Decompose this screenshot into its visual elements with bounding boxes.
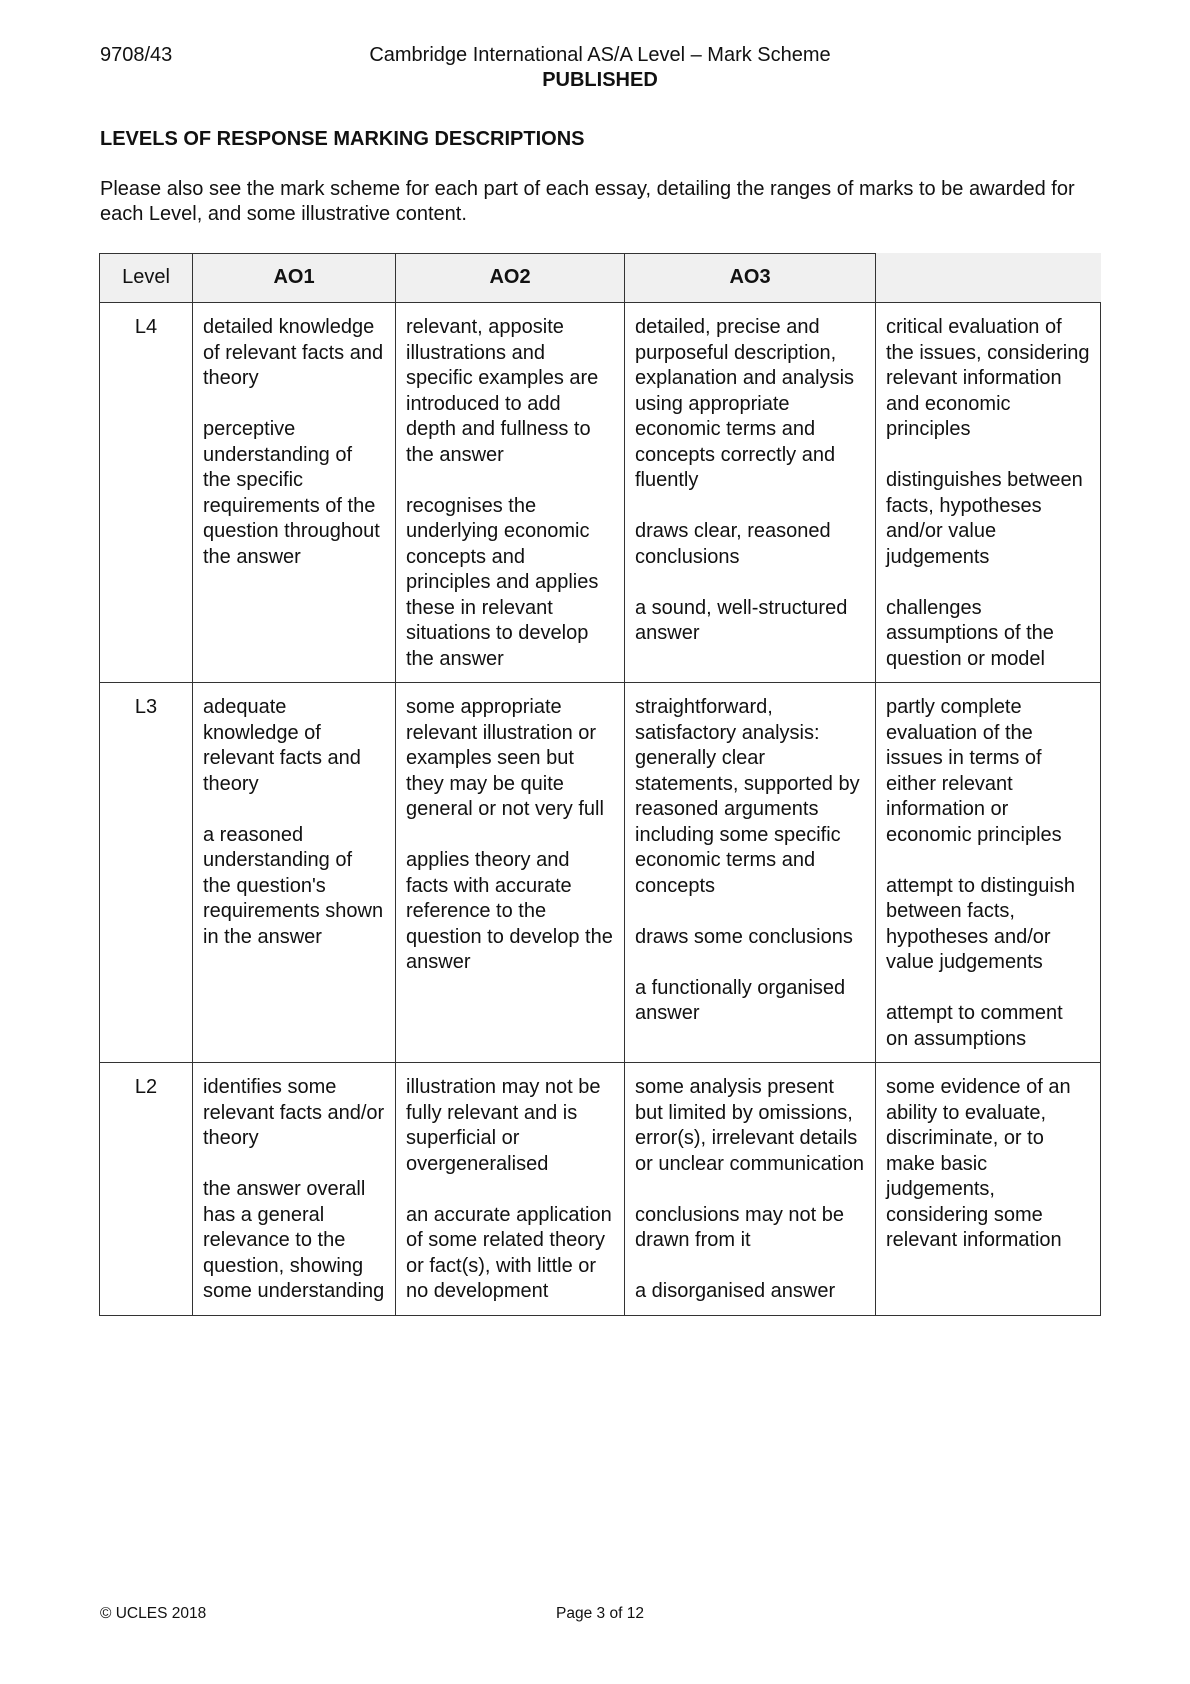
descriptor-text: adequate knowledge of relevant facts and theory bbox=[203, 696, 361, 795]
table-header-row bbox=[100, 254, 1101, 303]
descriptor-text: some evidence of an ability to evaluate, discriminate, or to make basic judgements, considering some relevant information bbox=[886, 1076, 1071, 1251]
descriptor-text: a functionally organised answer bbox=[635, 976, 846, 1024]
descriptor-text: applies theory and facts with accurate reference to the question to develop the answer bbox=[406, 849, 613, 973]
level-cell: L3 bbox=[100, 683, 193, 1063]
ao3-cell bbox=[625, 1063, 876, 1316]
descriptor-text: an accurate application of some related theory or fact(s), with little or no development bbox=[406, 1203, 612, 1302]
section-heading: LEVELS OF RESPONSE MARKING DESCRIPTIONS bbox=[100, 128, 585, 150]
descriptor-text: some analysis present but limited by omissions, error(s), irrelevant details or unclear communication bbox=[635, 1076, 864, 1175]
column-header-level: Level bbox=[100, 254, 193, 303]
paper-code: 9708/43 bbox=[100, 44, 173, 66]
descriptor-text: attempt to distinguish between facts, hypotheses and/or value judgements bbox=[886, 874, 1075, 973]
column-header-ao1: AO1 bbox=[193, 254, 396, 303]
table-row bbox=[100, 683, 1101, 1063]
descriptor-text: draws some conclusions bbox=[635, 925, 853, 948]
ao1-cell bbox=[193, 1063, 396, 1316]
descriptor-text: detailed, precise and purposeful description, explanation and analysis using appropriate economic terms and concepts correctly and fluently bbox=[635, 316, 855, 491]
level-cell: L4 bbox=[100, 303, 193, 683]
descriptor-text: a reasoned understanding of the question's requirements shown in the answer bbox=[203, 823, 384, 948]
ao1-cell bbox=[193, 303, 396, 683]
ao4-cell bbox=[876, 1063, 1101, 1316]
ao3-cell bbox=[625, 303, 876, 683]
ao2-cell bbox=[396, 303, 625, 683]
descriptor-text: attempt to comment on assumptions bbox=[886, 1002, 1063, 1050]
page-number: Page 3 of 12 bbox=[556, 1605, 644, 1622]
ao1-cell bbox=[193, 683, 396, 1063]
ao2-cell bbox=[396, 1063, 625, 1316]
descriptor-text: straightforward, satisfactory analysis: generally clear statements, supported by reasoned arguments including some specific economic terms and concepts bbox=[635, 696, 860, 897]
page-header bbox=[100, 44, 1100, 94]
column-header-ao4 bbox=[876, 254, 1101, 303]
descriptor-text: challenges assumptions of the question or model bbox=[886, 596, 1054, 670]
document-title: Cambridge International AS/A Level – Mark Scheme bbox=[369, 44, 831, 66]
column-header-ao2: AO2 bbox=[396, 254, 625, 303]
table-row bbox=[100, 1063, 1101, 1316]
descriptor-text: relevant, apposite illustrations and specific examples are introduced to add depth and fullness to the answer bbox=[406, 316, 599, 466]
ao4-cell bbox=[876, 683, 1101, 1063]
levels-table bbox=[99, 253, 1101, 1316]
descriptor-text: draws clear, reasoned conclusions bbox=[635, 520, 831, 568]
descriptor-text: identifies some relevant facts and/or theory bbox=[203, 1076, 385, 1149]
descriptor-text: conclusions may not be drawn from it bbox=[635, 1203, 845, 1251]
status-label: PUBLISHED bbox=[542, 69, 658, 91]
descriptor-text: some appropriate relevant illustration or examples seen but they may be quite general or not very full bbox=[406, 696, 604, 820]
copyright-notice: © UCLES 2018 bbox=[100, 1605, 207, 1622]
intro-paragraph: Please also see the mark scheme for each part of each essay, detailing the ranges of marks to be awarded for each Level, and some illustrative content. bbox=[100, 178, 1075, 225]
descriptor-text: the answer overall has a general relevance to the question, showing some understanding bbox=[203, 1178, 385, 1302]
descriptor-text: partly complete evaluation of the issues in terms of either relevant information or economic principles bbox=[886, 696, 1062, 846]
descriptor-text: distinguishes between facts, hypotheses and/or value judgements bbox=[886, 469, 1083, 568]
ao4-cell bbox=[876, 303, 1101, 683]
column-header-ao3: AO3 bbox=[625, 254, 876, 303]
descriptor-text: illustration may not be fully relevant and is superficial or overgeneralised bbox=[406, 1076, 601, 1175]
ao2-cell bbox=[396, 683, 625, 1063]
descriptor-text: detailed knowledge of relevant facts and theory bbox=[203, 316, 384, 389]
descriptor-text: recognises the underlying economic concepts and principles and applies these in relevant situations to develop the answer bbox=[406, 494, 599, 670]
level-cell: L2 bbox=[100, 1063, 193, 1316]
descriptor-text: perceptive understanding of the specific requirements of the question throughout the answer bbox=[203, 418, 380, 568]
ao3-cell bbox=[625, 683, 876, 1063]
table-row bbox=[100, 303, 1101, 683]
descriptor-text: a sound, well-structured answer bbox=[635, 596, 848, 644]
descriptor-text: critical evaluation of the issues, considering relevant information and economic principles bbox=[886, 316, 1090, 440]
descriptor-text: a disorganised answer bbox=[635, 1280, 836, 1302]
